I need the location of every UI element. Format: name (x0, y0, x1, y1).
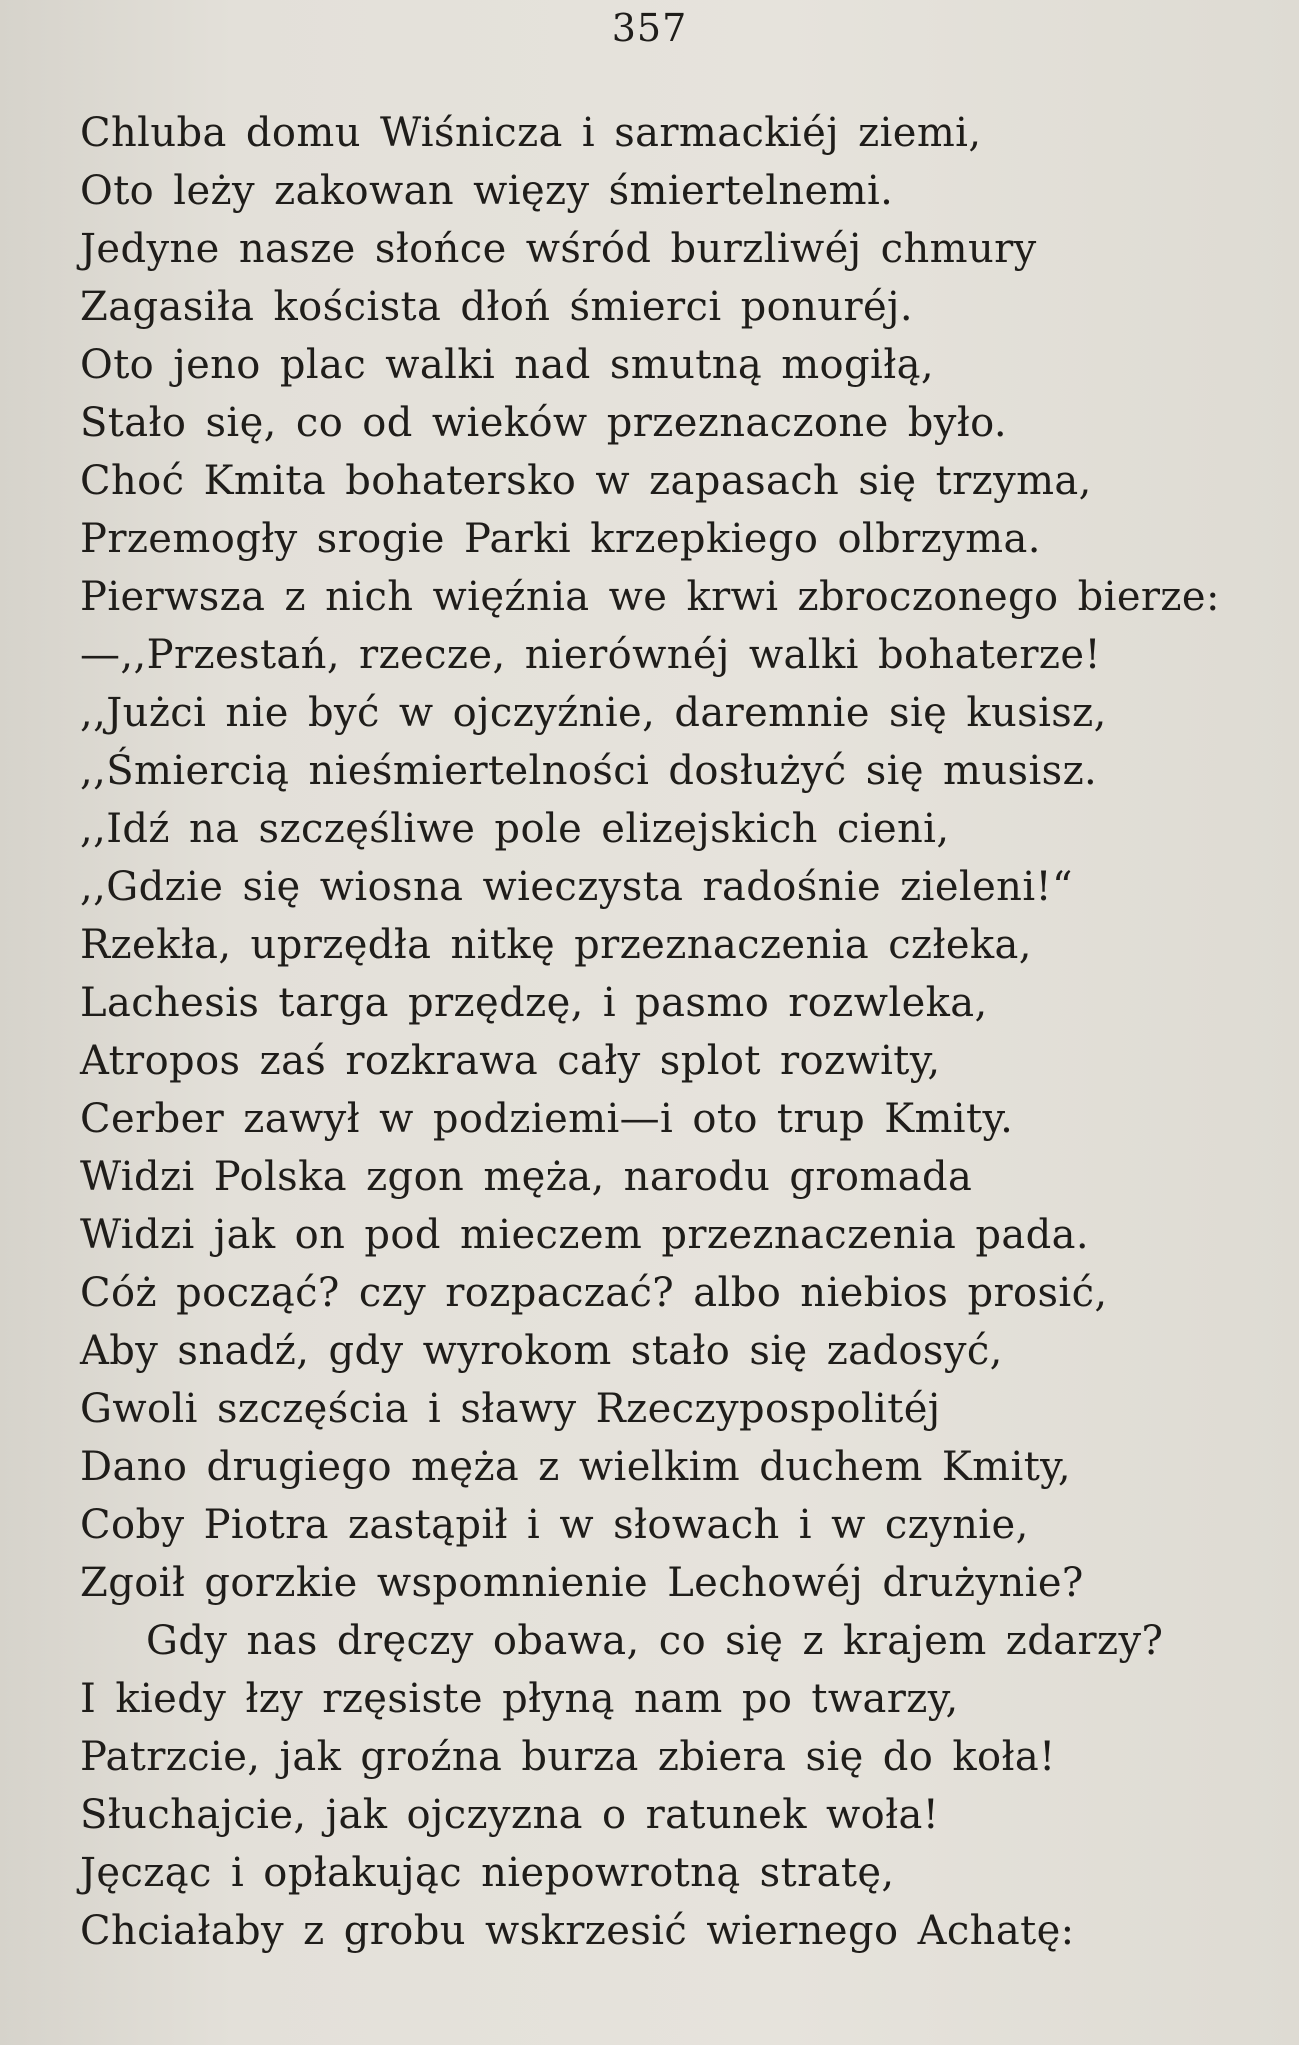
poem-line: Oto leży zakowan więzy śmiertelnemi. (80, 168, 894, 214)
poem-line: Dano drugiego męża z wielkim duchem Kmity, (80, 1444, 1071, 1490)
poem-line: Widzi Polska zgon męża, narodu gromada (80, 1154, 973, 1200)
poem-line: Gdy nas dręczy obawa, co się z krajem zdarzy? (146, 1618, 1164, 1664)
poem-line: Przemogły srogie Parki krzepkiego olbrzyma. (80, 516, 1041, 562)
poem-line: ,,Jużci nie być w ojczyźnie, daremnie się kusisz, (80, 690, 1107, 736)
poem-line: Coby Piotra zastąpił i w słowach i w czynie, (80, 1502, 1029, 1548)
poem-line: Choć Kmita bohatersko w zapasach się trzyma, (80, 458, 1092, 504)
poem-line: Zagasiła koścista dłoń śmierci ponuréj. (80, 284, 913, 330)
poem-line: Pierwsza z nich więźnia we krwi zbroczonego bierze: (80, 574, 1220, 620)
poem-line: Patrzcie, jak groźna burza zbiera się do koła! (80, 1734, 1056, 1780)
poem-line: Słuchajcie, jak ojczyzna o ratunek woła! (80, 1792, 940, 1838)
poem-line: Cóż począć? czy rozpaczać? albo niebios prosić, (80, 1270, 1108, 1316)
page-number: 357 (611, 6, 688, 50)
poem-line: Oto jeno plac walki nad smutną mogiłą, (80, 342, 934, 388)
poem-line: Lachesis targa przędzę, i pasmo rozwleka, (80, 980, 988, 1026)
poem-line: Chciałaby z grobu wskrzesić wiernego Achatę: (80, 1908, 1075, 1954)
poem-text (80, 104, 1230, 1960)
poem-line: ,,Idź na szczęśliwe pole elizejskich cieni, (80, 806, 950, 852)
poem-line: Widzi jak on pod mieczem przeznaczenia pada. (80, 1212, 1089, 1258)
poem-line: Aby snadź, gdy wyrokom stało się zadosyć, (80, 1328, 1003, 1374)
poem-line: Stało się, co od wieków przeznaczone było. (80, 400, 1008, 446)
poem-line: Chluba domu Wiśnicza i sarmackiéj ziemi, (80, 110, 982, 156)
poem-line: Gwoli szczęścia i sławy Rzeczypospolitéj (80, 1386, 941, 1432)
poem-line: Rzekła, uprzędła nitkę przeznaczenia człeka, (80, 922, 1032, 968)
poem-line: ,,Śmiercią nieśmiertelności dosłużyć się musisz. (80, 748, 1098, 794)
poem-line: I kiedy łzy rzęsiste płyną nam po twarzy, (80, 1676, 959, 1722)
poem-line: Cerber zawył w podziemi—i oto trup Kmity. (80, 1096, 1014, 1142)
poem-line: Atropos zaś rozkrawa cały splot rozwity, (80, 1038, 941, 1084)
poem-line: —,,Przestań, rzecze, nierównéj walki bohaterze! (80, 632, 1101, 678)
poem-line: Jęcząc i opłakując niepowrotną stratę, (80, 1850, 895, 1896)
poem-line: Zgoił gorzkie wspomnienie Lechowéj drużynie? (80, 1560, 1084, 1606)
poem-line: Jedyne nasze słońce wśród burzliwéj chmury (80, 226, 1037, 272)
poem-line: ,,Gdzie się wiosna wieczysta radośnie zieleni!“ (80, 864, 1073, 910)
